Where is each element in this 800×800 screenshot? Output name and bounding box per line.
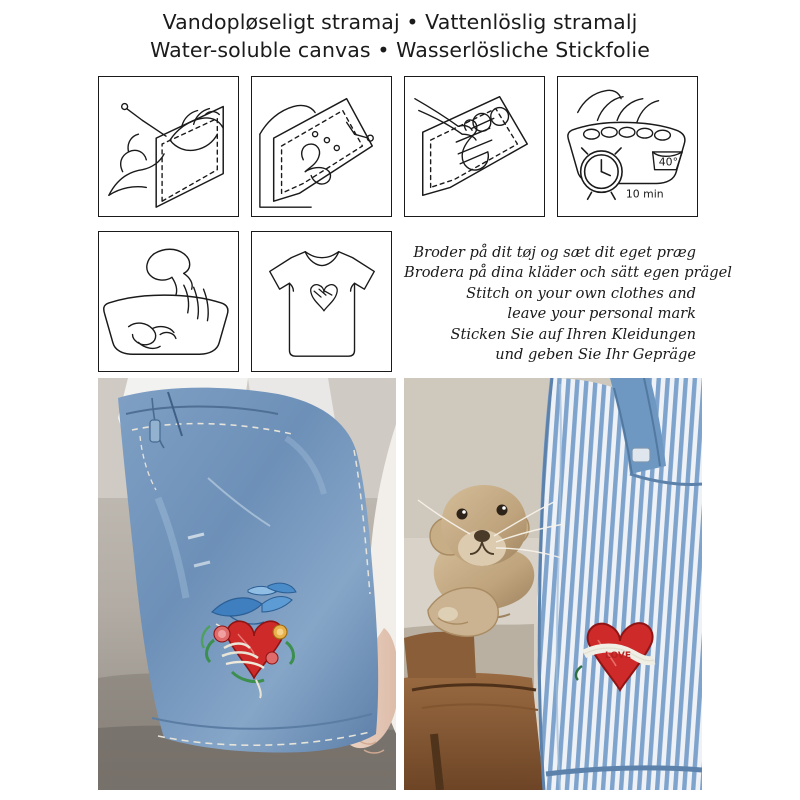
denim-shorts-photo-illustration	[98, 378, 396, 790]
slogan-english-line-1: Stitch on your own clothes and	[466, 284, 696, 302]
slogan-danish: Broder på dit tøj og sæt dit eget præg	[413, 244, 696, 261]
instruction-panel-6	[251, 231, 392, 372]
slogan-german-line-2: und geben Sie Ihr Gepräge	[495, 346, 696, 364]
instruction-panels-row-1	[98, 76, 702, 224]
slogan-english-line-2: leave your personal mark	[507, 305, 696, 323]
baste-canvas-onto-fabric-icon	[99, 77, 238, 216]
instruction-panel-1	[98, 76, 239, 217]
instruction-panel-3	[404, 76, 545, 217]
page-title	[0, 8, 800, 64]
slogan-german-line-1: Sticken Sie auf Ihren Kleidungen	[450, 325, 696, 343]
cut-away-excess-canvas-icon	[405, 77, 544, 216]
canvas-pinned-on-fabric-icon	[252, 77, 391, 216]
rinse-in-water-basin-icon	[99, 232, 238, 371]
title-line-scandinavian: Vandopløseligt stramaj • Vattenlöslig stramalj	[162, 10, 638, 34]
instruction-panel-4	[557, 76, 698, 217]
wash-temp-label: 40°	[658, 155, 679, 169]
striped-pinafore-photo-illustration	[404, 378, 702, 790]
instruction-panel-2	[251, 76, 392, 217]
finished-embroidered-tshirt-icon	[252, 232, 391, 371]
photo-denim-shorts-with-swallow-heart-embroidery	[98, 378, 396, 790]
photo-gallery	[98, 378, 702, 790]
instruction-panel-5	[98, 231, 239, 372]
slogan-block	[404, 243, 732, 365]
photo-striped-pinafore-with-love-heart-embroidery	[404, 378, 702, 790]
embroidery-love-text: LOVE	[605, 651, 631, 661]
timer-label: 10 min	[625, 187, 664, 201]
slogan-swedish: Brodera på dina kläder och sätt egen prägel	[404, 264, 732, 282]
title-line-english-german: Water-soluble canvas • Wasserlösliche Stickfolie	[150, 38, 650, 62]
machine-wash-40-degrees-icon	[558, 77, 697, 216]
